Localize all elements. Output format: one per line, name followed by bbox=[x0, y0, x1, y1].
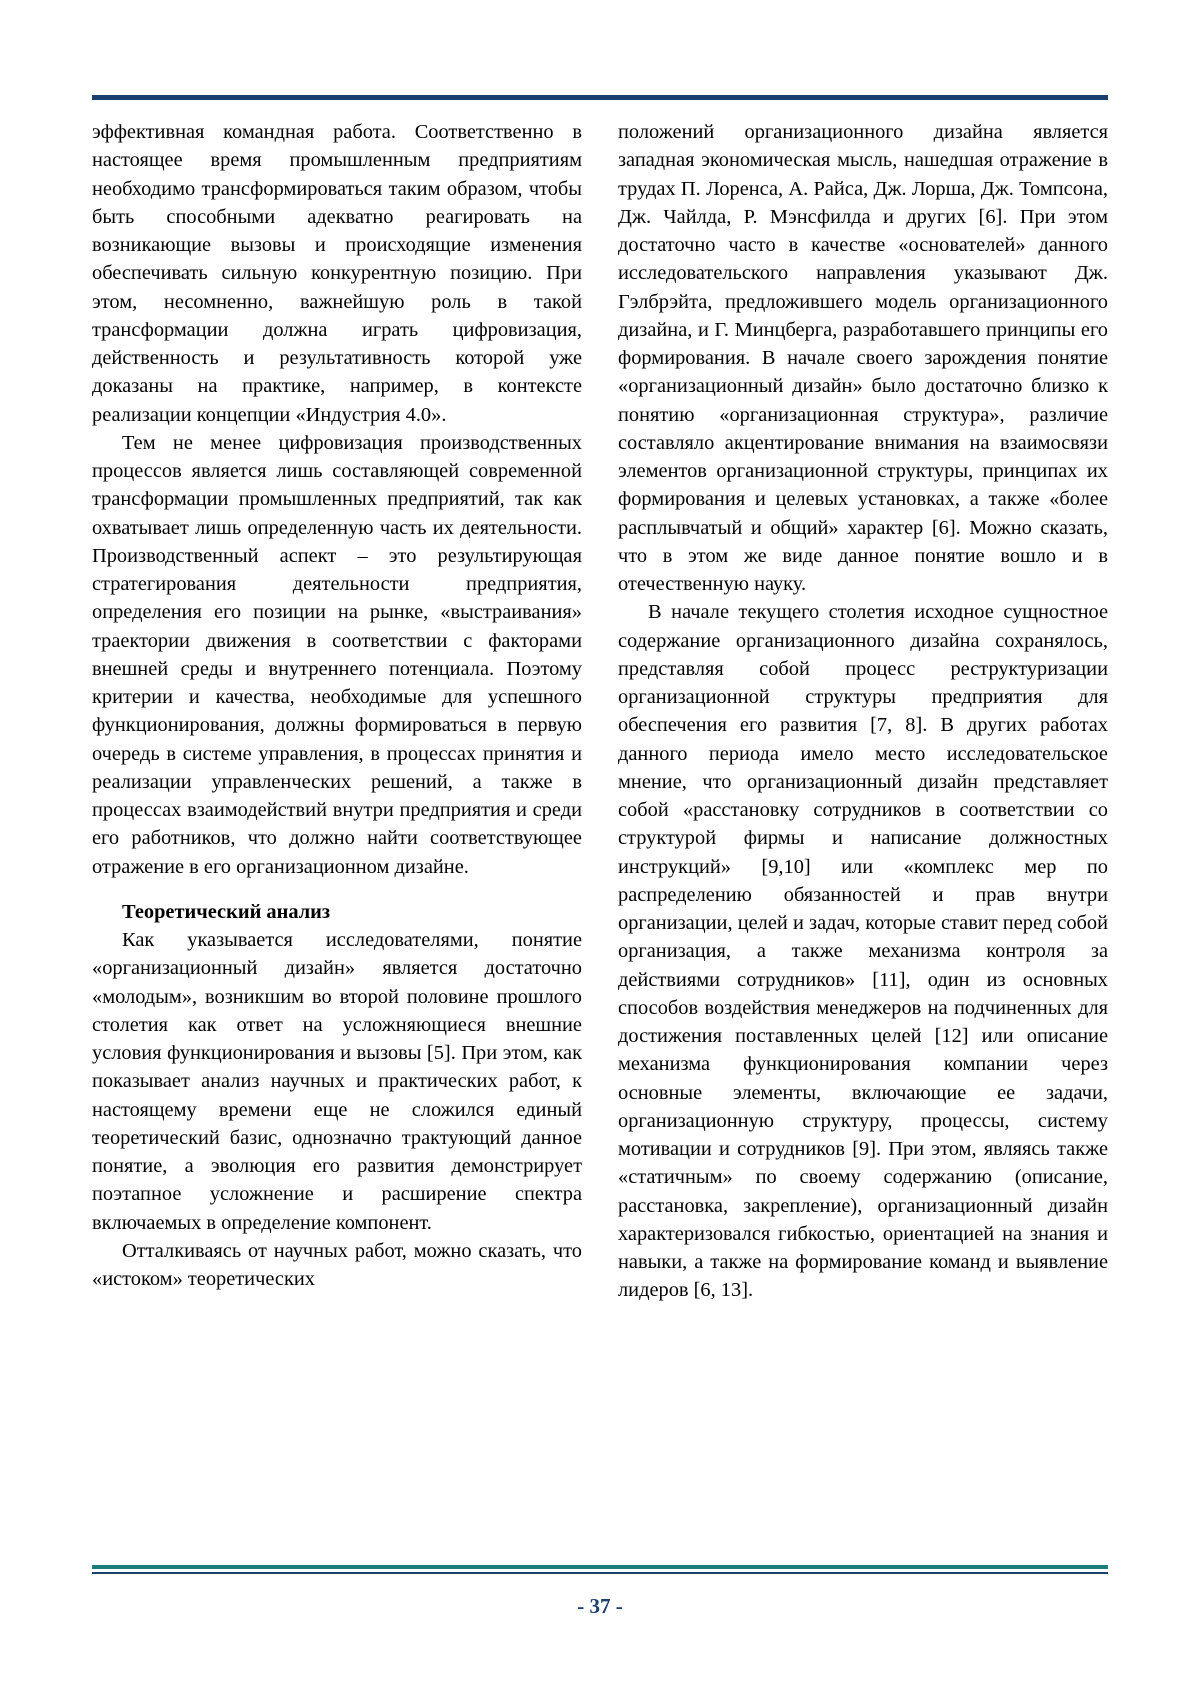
section-heading: Теоретический анализ bbox=[122, 900, 331, 923]
left-column bbox=[92, 118, 582, 1547]
footer-rule-navy bbox=[92, 1572, 1108, 1574]
paragraph: Тем не менее цифровизация производственных процессов является лишь составляющей современной трансформации промышленных предприятий, так как охватывает лишь определенную часть их деятельности. Производственный аспект – это результирующая стратегирования деятельности предприятия, определения его позиции на рынке, «выстраивания» траектории движения в соответствии с факторами внешней среды и внутреннего потенциала. Поэтому критерии и качества, необходимые для успешного функционирования, должны формироваться в первую очередь в системе управления, в процессах принятия и реализации управленческих решений, а также в процессах взаимодействий внутри предприятия и среди его работников, что должно найти соответствующее отражение в его организационном дизайне. bbox=[92, 431, 582, 878]
paragraph: положений организационного дизайна является западная экономическая мысль, нашедшая отражение в трудах П. Лоренса, А. Райса, Дж. Лорша, Дж. Томпсона, Дж. Чайлда, Р. Мэнсфилда и других [6]. При этом достаточно часто в качестве «основателей» данного исследовательского направления указывают Дж. Гэлбрэйта, предложившего модель организационного дизайна, и Г. Минцберга, разработавшего принципы его формирования. В начале своего зарождения понятие «организационный дизайн» было достаточно близко к понятию «организационная структура», различие составляло акцентирование внимания на взаимосвязи элементов организационной структуры, принципах их формирования и целевых установках, а также «более расплывчатый и общий» характер [6]. Можно сказать, что в этом же виде данное понятие вошло и в отечественную науку. bbox=[618, 121, 1108, 595]
header-rule bbox=[92, 95, 1108, 100]
paragraph: Как указывается исследователями, понятие «организационный дизайн» является достаточно «молодым», возникшим во второй половине прошлого столетия как ответ на усложняющиеся внешние условия функционирования и вызовы [5]. При этом, как показывает анализ научных и практических работ, к настоящему времени еще не сложился единый теоретический базис, однозначно трактующий данное понятие, а эволюция его развития демонстрирует поэтапное усложнение и расширение спектра включаемых в определение компонент. bbox=[92, 929, 582, 1234]
paragraph: В начале текущего столетия исходное сущностное содержание организационного дизайна сохранялось, представляя собой процесс реструктуризации организационной структуры предприятия для обеспечения его развития [7, 8]. В других работах данного периода имело место исследовательское мнение, что организационный дизайн представляет собой «расстановку сотрудников в соответствии со структурой фирмы и написание должностных инструкций» [9,10] или «комплекс мер по распределению обязанностей и прав внутри организации, целей и задач, которые ставит перед собой организация, а также механизма контроля за действиями сотрудников» [11], один из основных способов воздействия менеджеров на подчиненных для достижения поставленных целей [12] или описание механизма функционирования компании через основные элементы, включающие ее задачи, организационную структуру, процессы, систему мотивации и сотрудников [9]. При этом, являясь также «статичным» по своему содержанию (описание, расстановка, закрепление), организационный дизайн характеризовался гибкостью, ориентацией на знания и навыки, а также на формирование команд и выявление лидеров [6, 13]. bbox=[618, 601, 1108, 1302]
two-column-body bbox=[92, 118, 1108, 1547]
paragraph: эффективная командная работа. Соответственно в настоящее время промышленным предприятиям необходимо трансформироваться таким образом, чтобы быть способными адекватно реагировать на возникающие вызовы и происходящие изменения обеспечивать сильную конкурентную позицию. При этом, несомненно, важнейшую роль в такой трансформации должна играть цифровизация, действенность и результативность которой уже доказаны на практике, например, в контексте реализации концепции «Индустрия 4.0». bbox=[92, 121, 582, 426]
footer-rule-teal bbox=[92, 1565, 1108, 1569]
paragraph: Отталкиваясь от научных работ, можно сказать, что «истоком» теоретических bbox=[92, 1239, 582, 1290]
page-number: - 37 - bbox=[577, 1594, 623, 1618]
right-column bbox=[618, 118, 1108, 1547]
